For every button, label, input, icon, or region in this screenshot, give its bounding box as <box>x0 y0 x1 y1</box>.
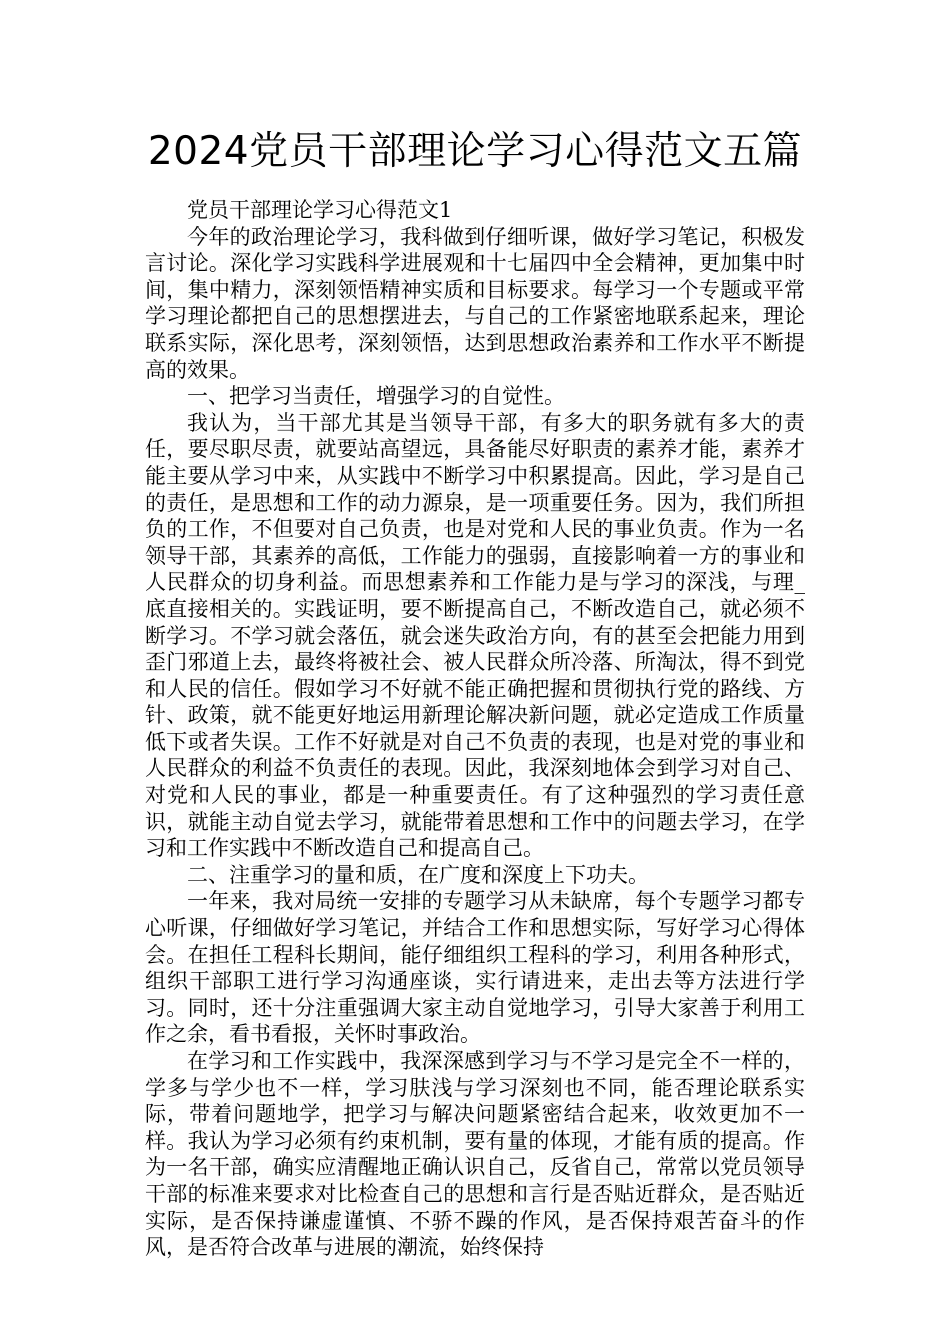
section-heading-1: 一、把学习当责任，增强学习的自觉性。 <box>187 384 565 409</box>
section-heading-2: 二、注重学习的量和质，在广度和深度上下功夫。 <box>187 862 649 887</box>
body-paragraph: 一年来，我对局统一安排的专题学习从未缺席，每个专题学习都专心听课，仔细做好学习笔记，并结合工作和思想实际，写好学习心得体会。在担任工程科长期间，能仔细组织工程科的学习，利用各种形式，组织干部职工进行学习沟通座谈，实行请进来，走出去等方法进行学习。同时，还十分注重强调大家主动自觉地学习，引导大家善于利用工作之余，看书看报，关怀时事政治。 <box>145 889 805 1047</box>
section-heading-essay-1: 党员干部理论学习心得范文1 <box>187 198 453 222</box>
body-paragraph: 我认为，当干部尤其是当领导干部，有多大的职务就有多大的责任，要尽职尽责，就要站高望远，具备能尽好职责的素养才能，素养才能主要从学习中来，从实践中不断学习中积累提高。因此，学习是自己的责任，是思想和工作的动力源泉，是一项重要任务。因为，我们所担负的工作，不但要对自己负责，也是对党和人民的事业负责。作为一名领导干部，其素养的高低，工作能力的强弱，直接影响着一方的事业和人民群众的切身利益。而思想素养和工作能力是与学习的深浅，与理_底直接相关的。实践证明，要不断提高自己，不断改造自己，就必须不断学习。不学习就会落伍，就会迷失政治方向，有的甚至会把能力用到歪门邪道上去，最终将被社会、被人民群众所冷落、所淘汰，得不到党和人民的信任。假如学习不好就不能正确把握和贯彻执行党的路线、方针、政策，就不能更好地运用新理论解决新问题，就必定造成工作质量低下或者失误。工作不好就是对自己不负责的表现，也是对党的事业和人民群众的利益不负责任的表现。因此，我深刻地体会到学习对自己、对党和人民的事业，都是一种重要责任。有了这种强烈的学习责任意识，就能主动自觉去学习，就能带着思想和工作中的问题去学习，在学习和工作实践中不断改造自己和提高自己。 <box>145 410 805 861</box>
body-paragraph: 在学习和工作实践中，我深深感到学习与不学习是完全不一样的，学多与学少也不一样，学习肤浅与学习深刻也不同，能否理论联系实际，带着问题地学，把学习与解决问题紧密结合起来，收效更加不一样。我认为学习必须有约束机制，要有量的体现，才能有质的提高。作为一名干部，确实应清醒地正确认识自己，反省自己，常常以党员领导干部的标准来要求对比检查自己的思想和言行是否贴近群众，是否贴近实际，是否保持谦虚谨慎、不骄不躁的作风，是否保持艰苦奋斗的作风，是否符合改革与进展的潮流，始终保持 <box>145 1049 805 1260</box>
document-body <box>145 197 805 1261</box>
body-paragraph: 今年的政治理论学习，我科做到仔细听课，做好学习笔记，积极发言讨论。深化学习实践科学进展观和十七届四中全会精神，更加集中时间，集中精力，深刻领悟精神实质和目标要求。每学习一个专题或平常学习理论都把自己的思想摆进去，与自己的工作紧密地联系起来，理论联系实际，深化思考，深刻领悟，达到思想政治素养和工作水平不断提高的效果。 <box>145 224 805 382</box>
document-title: 2024党员干部理论学习心得范文五篇 <box>147 129 803 174</box>
